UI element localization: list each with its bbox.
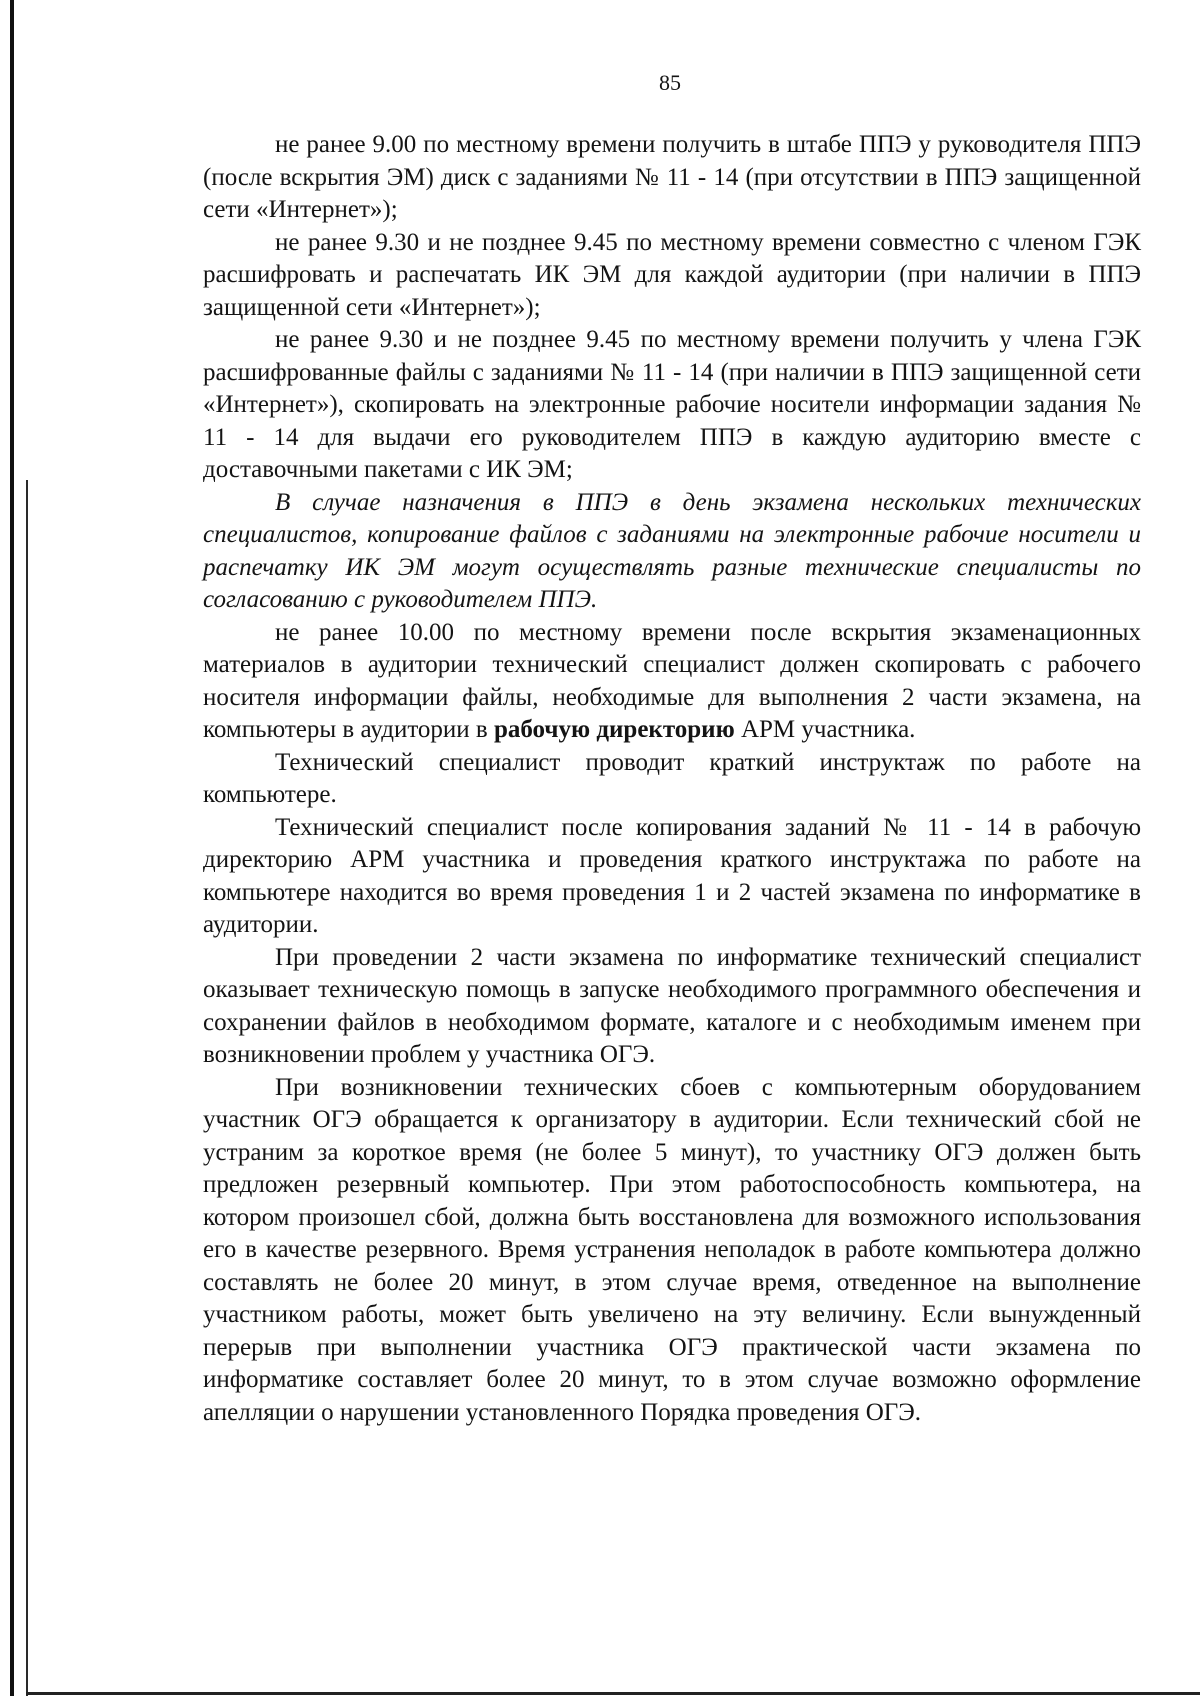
paragraph-8: При проведении 2 части экзамена по информатике технический специалист оказывает техническую помощь в запуске необходимого программного обеспечения и сохранении файлов в необходимом формате, каталоге и с необходимым именем при возникновении проблем у участника ОГЭ. [203,943,1141,1068]
paragraph-3: не ранее 9.30 и не позднее 9.45 по местному времени получить у члена ГЭК расшифрованные файлы с заданиями № 11 - 14 (при наличии в ППЭ защищенной сети «Интернет»), скопировать на электронные рабочие носители информации задания № 11 - 14 для выдачи его руководителем ППЭ в каждую аудиторию вместе с доставочными пакетами с ИК ЭМ; [203,326,1141,483]
document-body [203,129,1141,1429]
scan-border-bottom [26,1692,1200,1695]
page-number: 85 [659,70,681,95]
paragraph-4-italic-note: В случае назначения в ППЭ в день экзамена нескольких технических специалистов, копирование файлов с заданиями на электронные рабочие носители и распечатку ИК ЭМ могут осуществлять разные технические специалисты по согласованию с руководителем ППЭ. [203,488,1141,613]
paragraph-7: Технический специалист после копирования заданий № 11 - 14 в рабочую директорию АРМ участника и проведения краткого инструктажа по работе на компьютере находится во время проведения 1 и 2 частей экзамена по информатике в аудитории. [203,813,1141,938]
paragraph-9: При возникновении технических сбоев с компьютерным оборудованием участник ОГЭ обращается к организатору в аудитории. Если технический сбой не устраним за короткое время (не более 5 минут), то участнику ОГЭ должен быть предложен резервный компьютер. При этом работоспособность компьютера, на котором произошел сбой, должна быть восстановлена для возможного использования его в качестве резервного. Время устранения неполадок в работе компьютера должно составлять не более 20 минут, в этом случае время, отведенное на выполнение участником работы, может быть увеличено на эту величину. Если вынужденный перерыв при выполнении участника ОГЭ практической части экзамена по информатике составляет более 20 минут, то в этом случае возможно оформление апелляции о нарушении установленного Порядка проведения ОГЭ. [203,1073,1141,1426]
scan-border-left [10,0,14,1696]
paragraph-5 [203,617,1141,747]
paragraph-5-text-after: АРМ участника. [734,716,916,743]
paragraph-5-bold-term: рабочую директорию [493,716,735,743]
paragraph-6: Технический специалист проводит краткий инструктаж по работе на компьютере. [203,748,1141,808]
paragraph-1: не ранее 9.00 по местному времени получить в штабе ППЭ у руководителя ППЭ (после вскрытия ЭМ) диск с заданиями № 11 - 14 (при отсутствии в ППЭ защищенной сети «Интернет»); [203,131,1141,223]
paragraph-5-text-before: не ранее 10.00 по местному времени после вскрытия экзаменационных материалов в аудитории технический специалист должен скопировать с рабочего носителя информации файлы, необходимые для выполнения 2 части экзамена, на компьютеры в аудитории в [203,618,1141,743]
scan-border-left-inner [26,480,28,1696]
paragraph-2: не ранее 9.30 и не позднее 9.45 по местному времени совместно с членом ГЭК расшифровать и распечатать ИК ЭМ для каждой аудитории (при наличии в ППЭ защищенной сети «Интернет»); [203,228,1141,321]
